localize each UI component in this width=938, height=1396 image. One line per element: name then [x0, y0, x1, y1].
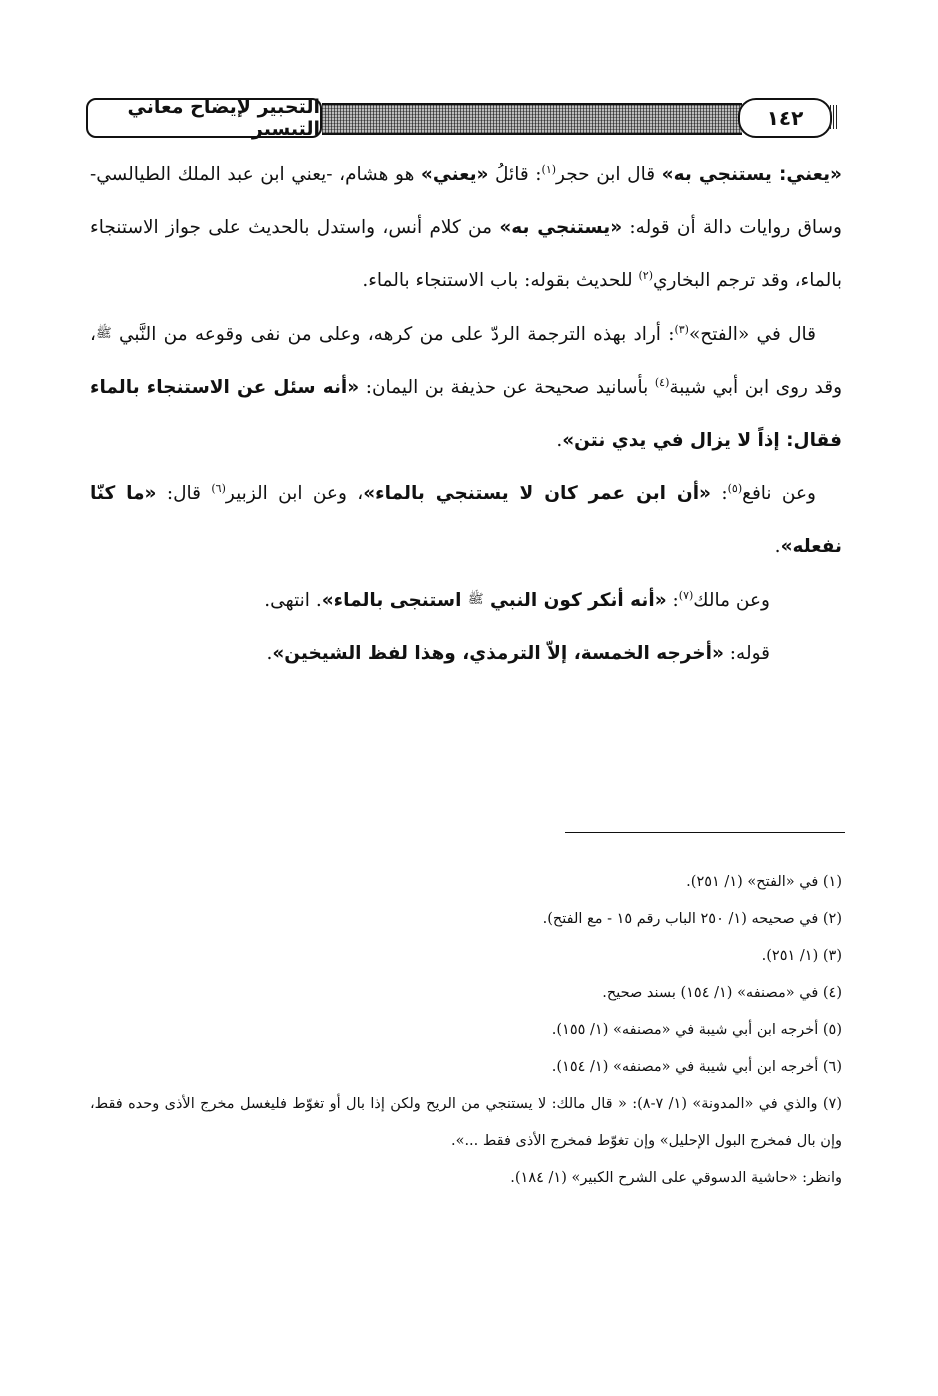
quote: «ما كنّا نفعله» — [90, 483, 842, 557]
paragraph-2 — [90, 307, 842, 467]
paragraph-1 — [90, 148, 842, 307]
text: وعن مالك — [693, 590, 770, 611]
header-ornament-end — [830, 105, 838, 129]
footnote-ref-6: (٦) — [211, 481, 226, 495]
text: من كلام أنس، واستدل بالحديث على جواز الاستنجاء بالماء، وقد ترجم البخاري — [90, 217, 842, 291]
page-number: ١٤٢ — [738, 98, 832, 138]
text: ، وقد روى ابن أبي شيبة — [90, 324, 843, 398]
footnote-6: (٦) أخرجه ابن أبي شيبة في «مصنفه» (١/ ١٥٤). — [551, 1059, 842, 1075]
quote: «أنه سئل عن الاستنجاء بالماء فقال: إذاً لا يزال في يدي نتن» — [90, 377, 842, 451]
text: : — [711, 483, 728, 504]
footnote-7-continuation: وانظر: «حاشية الدسوقي على الشرح الكبير» (١/ ١٨٤). — [510, 1170, 842, 1186]
footnote-4: (٤) في «مصنفه» (١/ ١٥٤) بسند صحيح. — [602, 985, 842, 1001]
salutation-glyph: ﷺ — [95, 326, 112, 341]
footnote-7: (٧) والذي في «المدونة» (١/ ٧-٨): « قال مالك: لا يستنجي من الريح ولكن إذا بال أو تغوّط فليغسل مخرج الأذى وحده فقط، وإن بال فمخرج البول الإحليل» وإن تغوّط فمخرج الأذى فقط ...». — [90, 1096, 843, 1149]
footnote-ref-2: (٢) — [638, 268, 653, 282]
quote: استنجى بالماء» — [321, 590, 468, 611]
paragraph-4 — [90, 573, 842, 627]
footnote-ref-1: (١) — [541, 162, 557, 176]
text: . — [266, 643, 273, 664]
quote: «أخرجه الخمسة، إلاّ الترمذي، وهذا لفظ الشيخين» — [272, 643, 724, 664]
paragraph-3 — [90, 467, 842, 573]
footnote-3: (٣) (١/ ٢٥١). — [761, 948, 842, 964]
book-title: التحبير لإيضاح معاني التيسير — [86, 98, 322, 138]
paragraph-5 — [90, 627, 842, 680]
text: وعن نافع — [742, 483, 816, 504]
text: : — [666, 590, 679, 611]
text: ، وعن ابن الزبير — [225, 483, 364, 504]
quote: «يستنجي به» — [499, 217, 623, 238]
quote: «يعني» — [420, 164, 489, 185]
quote: «أنه أنكر كون النبي — [483, 590, 667, 611]
quote: «أن ابن عمر كان لا يستنجي بالماء» — [363, 483, 712, 504]
salutation-glyph: ﷺ — [467, 592, 484, 607]
text: . — [556, 430, 563, 451]
quote: «يعني: يستنجي به» — [661, 164, 842, 185]
footnote-2: (٢) في صحيحه (١/ ٢٥٠ الباب رقم ١٥ - مع الفتح). — [542, 911, 842, 927]
header-ornament-band — [322, 103, 742, 135]
text: قوله: — [723, 643, 770, 664]
text: للحديث بقوله: باب الاستنجاء بالماء. — [362, 270, 639, 291]
footnote-5: (٥) أخرجه ابن أبي شيبة في «مصنفه» (١/ ١٥٥). — [551, 1022, 842, 1038]
text: قال ابن حجر — [556, 164, 662, 185]
footnote-separator — [565, 832, 845, 833]
footnote-ref-7: (٧) — [678, 588, 694, 602]
main-text — [90, 148, 842, 680]
text: : أراد بهذه الترجمة الردّ على من كرهه، وعلى من نفى وقوعه من النَّبي — [111, 324, 675, 345]
footnote-ref-4: (٤) — [654, 375, 670, 389]
footnote-ref-3: (٣) — [674, 322, 689, 336]
text: هو هشام، -يعني ابن عبد الملك الطيالسي- وساق روايات دالة أن قوله: — [90, 164, 842, 238]
text: . انتهى. — [264, 590, 322, 611]
page-header — [86, 95, 838, 141]
footnotes — [90, 864, 842, 1197]
text: قال في «الفتح» — [688, 324, 816, 345]
text: . — [774, 536, 781, 557]
footnote-1: (١) في «الفتح» (١/ ٢٥١). — [686, 874, 842, 890]
text: بأسانيد صحيحة عن حذيفة بن اليمان: — [359, 377, 655, 398]
text: : قائلُ — [488, 164, 542, 185]
footnote-ref-5: (٥) — [727, 481, 743, 495]
text: قال: — [156, 483, 212, 504]
